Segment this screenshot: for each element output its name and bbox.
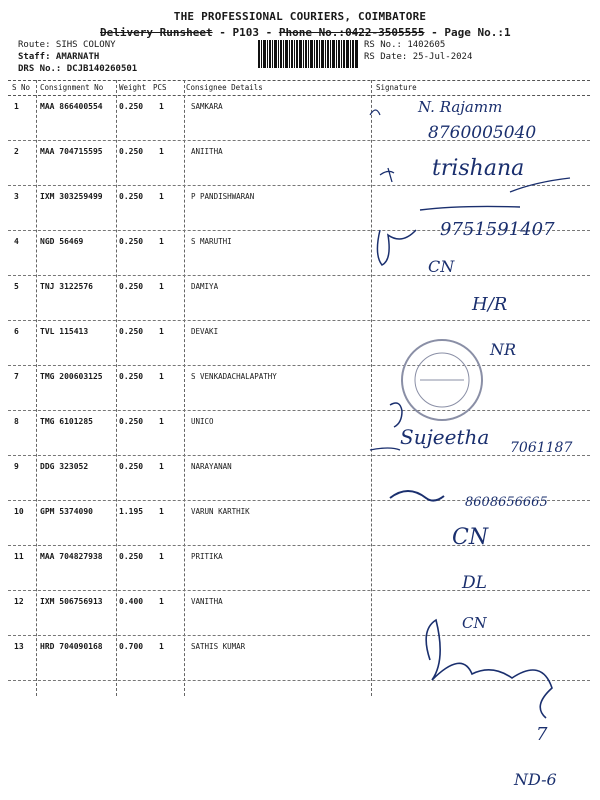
handwritten-phone: 9751591407 (440, 219, 555, 240)
row-consignment: TMG 6101285 (40, 417, 93, 426)
delivery-stamp (402, 340, 482, 420)
document-title: THE PROFESSIONAL COURIERS, COIMBATORE (173, 10, 427, 23)
footer-number: 7 (536, 724, 548, 745)
phone-value: 0422-3505555 (345, 26, 425, 39)
row-consignment: TVL 115413 (40, 327, 89, 336)
row-weight: 0.250 (119, 372, 144, 381)
row-pcs: 1 (159, 237, 164, 246)
row-sno: 7 (14, 372, 19, 381)
row-pcs: 1 (159, 372, 164, 381)
signature-stroke (390, 403, 402, 427)
handwritten-mark: CN (428, 257, 455, 276)
row-weight: 0.250 (119, 282, 144, 291)
handwritten-mark: DL (462, 573, 487, 593)
footer-code: ND-6 (514, 770, 557, 789)
row-sno: 6 (14, 327, 19, 336)
handwritten-mark: CN (452, 525, 489, 550)
row-sno: 5 (14, 282, 19, 291)
page-number: - Page No.:1 (424, 26, 511, 39)
row-consignee: ANIITHA (191, 147, 223, 156)
row-pcs: 1 (159, 417, 164, 426)
signature-stroke (420, 206, 520, 210)
handwritten-phone: 7061187 (510, 440, 573, 456)
row-sno: 9 (14, 462, 19, 471)
row-weight: 0.250 (119, 417, 144, 426)
row-pcs: 1 (159, 597, 164, 606)
row-consignee: SAMKARA (191, 102, 223, 111)
header-sno: S No (12, 83, 31, 92)
row-sno: 1 (14, 102, 19, 111)
row-sno: 11 (14, 552, 24, 561)
header-weight: Weight (119, 83, 147, 92)
row-consignment: MAA 866400554 (40, 102, 103, 111)
row-consignee: VARUN KARTHIK (191, 507, 250, 516)
row-consignee: DEVAKI (191, 327, 219, 336)
row-pcs: 1 (159, 147, 164, 156)
header-pcs: PCS (153, 83, 167, 92)
row-consignment: GPM 5374090 (40, 507, 93, 516)
row-weight: 0.250 (119, 102, 144, 111)
row-sno: 8 (14, 417, 19, 426)
row-consignment: MAA 704715595 (40, 147, 103, 156)
route-text: Route: SIHS COLONY (18, 40, 116, 50)
row-weight: 0.250 (119, 147, 144, 156)
handwritten-name: trishana (432, 156, 525, 181)
row-pcs: 1 (159, 552, 164, 561)
row-pcs: 1 (159, 462, 164, 471)
row-consignee: NARAYANAN (191, 462, 232, 471)
handwritten-name: Sujeetha (400, 425, 490, 449)
handwritten-phone: 8760005040 (428, 123, 537, 143)
row-weight: 0.250 (119, 192, 144, 201)
signature-stroke (370, 110, 380, 115)
row-pcs: 1 (159, 102, 164, 111)
row-weight: 0.250 (119, 327, 144, 336)
signature-stroke (426, 620, 552, 718)
row-consignee: DAMIYA (191, 282, 219, 291)
row-consignee: S MARUTHI (191, 237, 232, 246)
row-weight: 0.250 (119, 552, 144, 561)
row-consignment: HRD 704090168 (40, 642, 103, 651)
row-weight: 0.250 (119, 462, 144, 471)
signature-stroke (370, 448, 400, 450)
signature-stroke (390, 491, 444, 501)
row-pcs: 1 (159, 642, 164, 651)
row-weight: 0.700 (119, 642, 144, 651)
row-consignment: DDG 323052 (40, 462, 89, 471)
header-consignee: Consignee Details (186, 83, 263, 92)
row-consignee: P PANDISHWARAN (191, 192, 255, 201)
row-consignment: IXM 506756913 (40, 597, 103, 606)
row-pcs: 1 (159, 327, 164, 336)
phone-label: Phone No.: (278, 26, 346, 39)
row-pcs: 1 (159, 282, 164, 291)
row-consignment: IXM 303259499 (40, 192, 103, 201)
row-pcs: 1 (159, 192, 164, 201)
row-sno: 10 (14, 507, 24, 516)
row-sno: 13 (14, 642, 24, 651)
row-consignment: TNJ 3122576 (40, 282, 93, 291)
barcode-image (258, 40, 358, 68)
handwritten-mark: NR (490, 340, 517, 359)
row-sno: 12 (14, 597, 24, 606)
row-sno: 4 (14, 237, 19, 246)
rs-number: RS No.: 1402605 (364, 40, 446, 50)
row-pcs: 1 (159, 507, 164, 516)
row-consignee: PRITIKA (191, 552, 223, 561)
row-consignee: SATHIS KUMAR (191, 642, 246, 651)
header-consignment: Consignment No (40, 83, 104, 92)
drs-number: DRS No.: DCJB140260501 (18, 64, 138, 74)
runsheet-code: - P103 - (212, 26, 279, 39)
handwritten-mark: H/R (472, 294, 508, 315)
staff-text: Staff: AMARNATH (18, 52, 100, 62)
row-consignment: MAA 704827938 (40, 552, 103, 561)
row-weight: 0.400 (119, 597, 144, 606)
row-sno: 2 (14, 147, 19, 156)
rs-date: RS Date: 25-Jul-2024 (364, 52, 473, 62)
row-consignee: UNICO (191, 417, 214, 426)
header-signature: Signature (376, 83, 417, 92)
footer-notes (490, 710, 590, 800)
row-consignment: NGD 56469 (40, 237, 84, 246)
signature-column (360, 80, 600, 720)
row-sno: 3 (14, 192, 19, 201)
row-weight: 0.250 (119, 237, 144, 246)
handwritten-name: N. Rajamm (418, 98, 503, 116)
signature-stroke (380, 168, 394, 182)
handwritten-mark: CN (462, 614, 487, 632)
row-consignee: VANITHA (191, 597, 223, 606)
signature-stroke (377, 230, 416, 265)
row-weight: 1.195 (119, 507, 144, 516)
runsheet-label: Delivery Runsheet (100, 26, 213, 39)
runsheet-subtitle (100, 26, 511, 39)
row-consignee: S VENKADACHALAPATHY (191, 372, 277, 381)
handwritten-phone: 8608656665 (465, 495, 548, 510)
row-consignment: TMG 200603125 (40, 372, 103, 381)
